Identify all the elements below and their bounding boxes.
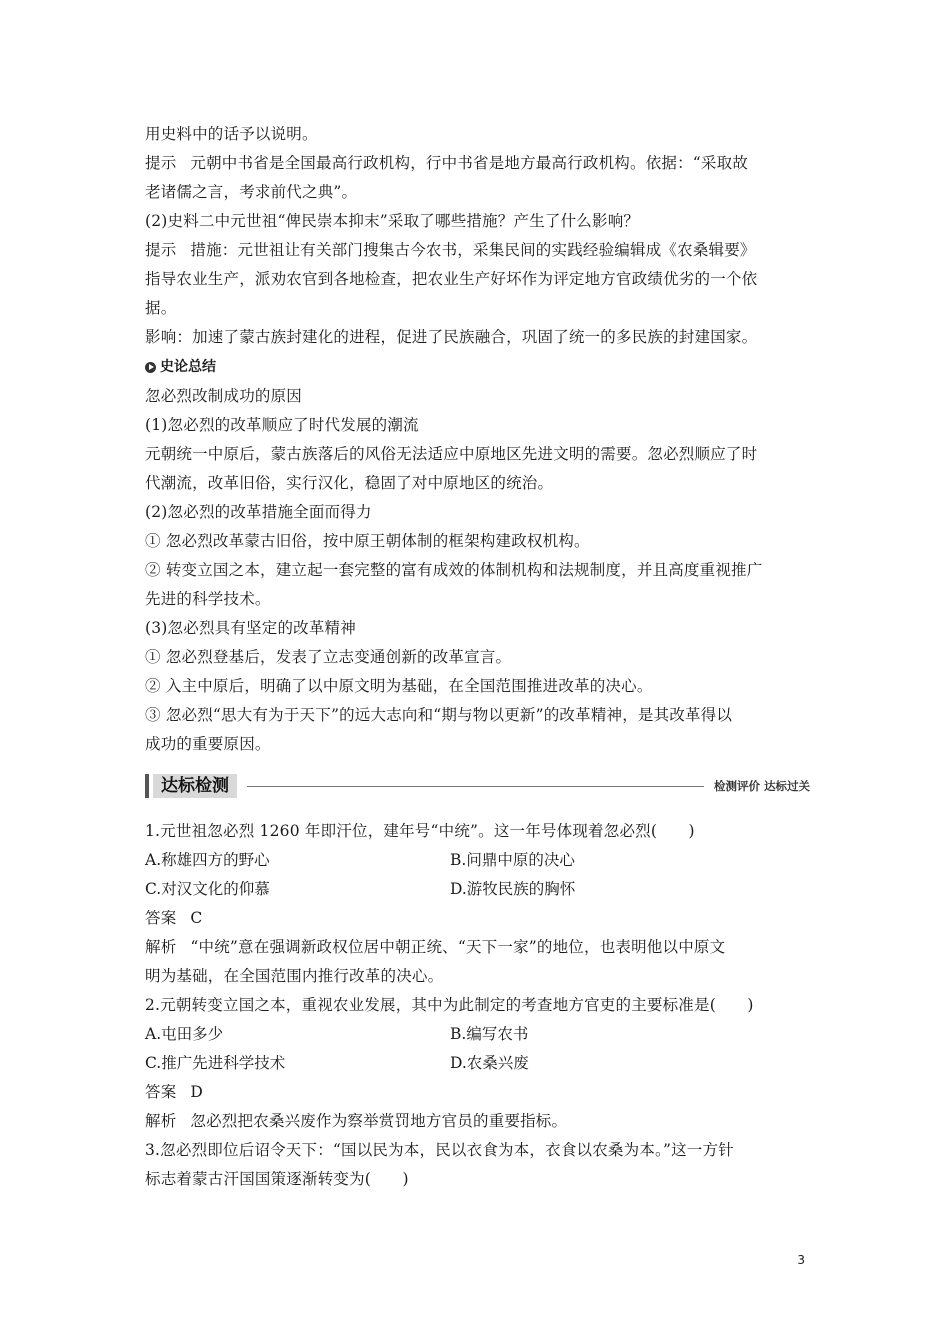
text-line: 用史料中的话予以说明。 — [145, 125, 318, 143]
summary-line: ② 转变立国之本，建立起一套完整的富有成效的体制机构和法规制度，并且高度重视推广 — [145, 561, 763, 579]
summary-heading — [145, 352, 810, 382]
summary-line: (2)忽必烈的改革措施全面而得力 — [145, 503, 372, 521]
question-line: (2)史料二中元世祖“俾民崇本抑末”采取了哪些措施？产生了什么影响？ — [145, 212, 640, 230]
analysis-label: 解析 — [145, 938, 177, 956]
summary-line: 成功的重要原因。 — [145, 735, 271, 753]
page-number: 3 — [797, 1253, 805, 1267]
summary-line: 忽必烈改制成功的原因 — [145, 387, 303, 405]
summary-line: ① 忽必烈改革蒙古旧俗，按中原王朝体制的框架构建政权机构。 — [145, 532, 590, 550]
option-a: A.称雄四方的野心 — [145, 851, 270, 869]
impact-line: 影响：加速了蒙古族封建化的进程，促进了民族融合，巩固了统一的多民族的封建国家。 — [145, 328, 758, 346]
tip-line — [145, 236, 810, 265]
answer-line — [145, 904, 810, 933]
page-content — [145, 120, 810, 1194]
analysis-line — [145, 1107, 810, 1136]
answer-value: D — [190, 1083, 204, 1101]
section-header — [145, 773, 810, 799]
analysis-text: 忽必烈把农桑兴废作为察举赏罚地方官员的重要指标。 — [190, 1112, 568, 1130]
text-line: 老诸儒之言，考求前代之典”。 — [145, 183, 358, 201]
options-row — [145, 1020, 810, 1049]
question-stem: 3.忽必烈即位后诏令天下：“国以民为本，民以衣食为本，衣食以农桑为本。”这一方针 — [145, 1141, 734, 1159]
question-stem: 2.元朝转变立国之本，重视农业发展，其中为此制定的考查地方官吏的主要标准是( ) — [145, 996, 754, 1014]
answer-line — [145, 1078, 810, 1107]
summary-line: 先进的科学技术。 — [145, 590, 271, 608]
summary-line: (3)忽必烈具有坚定的改革精神 — [145, 619, 356, 637]
section-title: 达标检测 — [153, 774, 237, 798]
option-b: B.问鼎中原的决心 — [450, 851, 575, 869]
tip-text: 措施：元世祖让有关部门搜集古今农书，采集民间的实践经验编辑成《农桑辑要》 — [190, 241, 756, 259]
analysis-line: 明为基础，在全国范围内推行改革的决心。 — [145, 967, 444, 985]
play-circle-icon — [145, 362, 156, 373]
answer-label: 答案 — [145, 1083, 177, 1101]
summary-line: 元朝统一中原后，蒙古族落后的风俗无法适应中原地区先进文明的需要。忽必烈顺应了时 — [145, 445, 758, 463]
text-line: 指导农业生产，派劝农官到各地检查，把农业生产好坏作为评定地方官政绩优劣的一个依 — [145, 270, 758, 288]
section-subtitle: 检测评价 达标过关 — [713, 779, 810, 793]
option-b: B.编写农书 — [450, 1025, 529, 1043]
text-line: 据。 — [145, 299, 177, 317]
tip-label: 提示 — [145, 154, 177, 172]
options-row — [145, 846, 810, 875]
analysis-text: “中统”意在强调新政权位居中朝正统、“天下一家”的地位，也表明他以中原文 — [190, 938, 726, 956]
options-row — [145, 1049, 810, 1078]
answer-value: C — [190, 909, 203, 927]
summary-line: ① 忽必烈登基后，发表了立志变通创新的改革宣言。 — [145, 648, 512, 666]
option-a: A.屯田多少 — [145, 1025, 224, 1043]
option-d: D.农桑兴废 — [450, 1054, 529, 1072]
question-stem: 1.元世祖忽必烈 1260 年即汗位，建年号“中统”。这一年号体现着忽必烈( ) — [145, 822, 695, 840]
summary-heading-text: 史论总结 — [160, 359, 216, 375]
tip-text: 元朝中书省是全国最高行政机构，行中书省是地方最高行政机构。依据：“采取故 — [190, 154, 749, 172]
summary-line: 代潮流，改革旧俗，实行汉化，稳固了对中原地区的统治。 — [145, 474, 554, 492]
analysis-label: 解析 — [145, 1112, 177, 1130]
option-c: C.推广先进科学技术 — [145, 1054, 286, 1072]
tip-label: 提示 — [145, 241, 177, 259]
analysis-line — [145, 933, 810, 962]
answer-label: 答案 — [145, 909, 177, 927]
summary-line: ③ 忽必烈“思大有为于天下”的远大志向和“期与物以更新”的改革精神，是其改革得以 — [145, 706, 733, 724]
section-bar-mark — [145, 774, 149, 798]
options-row — [145, 875, 810, 904]
option-d: D.游牧民族的胸怀 — [450, 880, 576, 898]
summary-line: (1)忽必烈的改革顺应了时代发展的潮流 — [145, 416, 419, 434]
section-rule — [247, 786, 704, 787]
summary-line: ② 入主中原后，明确了以中原文明为基础，在全国范围推进改革的决心。 — [145, 677, 653, 695]
option-c: C.对汉文化的仰慕 — [145, 880, 270, 898]
question-stem: 标志着蒙古汗国国策逐渐转变为( ) — [145, 1170, 409, 1188]
tip-line — [145, 149, 810, 178]
